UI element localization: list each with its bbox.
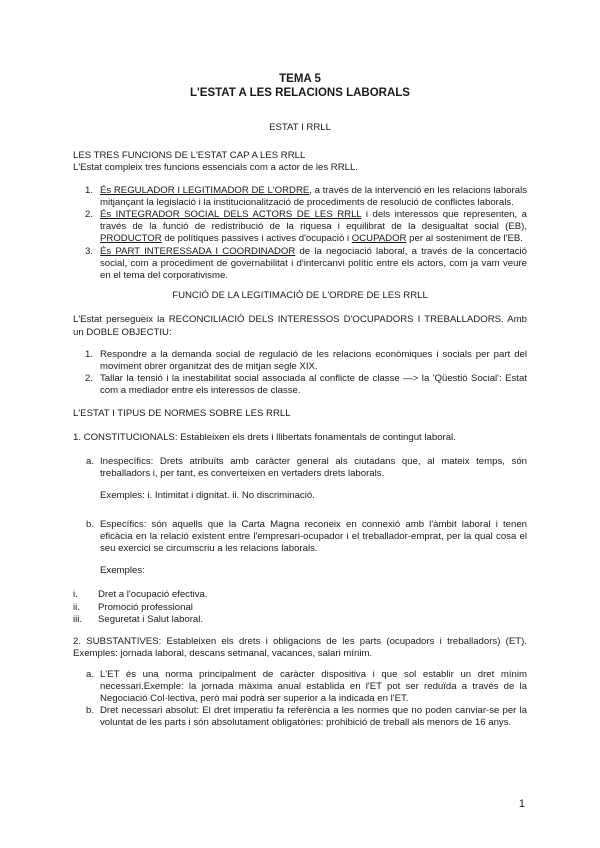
- roman-item-text: Dret a l'ocupació efectiva.: [98, 589, 208, 601]
- substantives-paragraph: 2. SUBSTANTIVES: Estableixen els drets i obligacions de les parts (ocupadors i treballadors) (ET). Exemples: jornada laboral, descans setmanal, vacances, salari mínim.: [73, 636, 527, 660]
- list-marker: 2.: [85, 209, 94, 221]
- list-marker: 1.: [85, 348, 94, 360]
- list-marker: 1.: [85, 184, 94, 196]
- sub-heading-tres-funcions: LES TRES FUNCIONS DE L'ESTAT CAP A LES RRLL: [73, 150, 306, 162]
- funcio-label-part-interessada: És PART INTERESSADA I COORDINADOR: [100, 245, 296, 257]
- funcions-list: [73, 185, 527, 283]
- funcio-text: per al sosteniment de l'EB.: [406, 233, 523, 245]
- especifics-text: Específics: són aquells que la Carta Magna reconeix en connexió amb l'àmbit laboral i tenen eficàcia en la relació existent entre l'empresari-ocupador i el treballador-emprat, per la qual cosa el seu exercici se circumscriu a les relacions laborals.: [100, 518, 527, 555]
- objectiu-text: Tallar la tensió i la inestabilitat social associada al conflicte de classe —> la 'Qüestió Social': Estat com a mediador entre els interessos de classe.: [100, 373, 527, 397]
- list-item: [73, 519, 527, 556]
- list-item: [73, 456, 527, 480]
- roman-list: [73, 589, 527, 626]
- funcio-text: , a través de la intervenció en les relacions laborals mitjançant la legislació i la institucionalització de procediments de resolució de conflictes laborals.: [100, 184, 527, 208]
- list-item: [73, 349, 527, 373]
- especifics-examples: Exemples:: [100, 565, 145, 577]
- list-marker: ii.: [73, 601, 80, 613]
- list-item: [73, 373, 527, 397]
- list-marker: 3.: [85, 245, 94, 257]
- section-heading-estat-rrll: ESTAT I RRLL: [269, 122, 331, 133]
- list-marker: 2.: [85, 373, 94, 385]
- roman-item-text: Promoció professional: [98, 601, 193, 613]
- section-heading-tipus-normes: L'ESTAT I TIPUS DE NORMES SOBRE LES RRLL: [73, 407, 291, 419]
- list-marker: a.: [86, 668, 95, 680]
- substantives-item-text: Dret necessari absolut: El dret imperatiu fa referència a les normes que no poden canviar-se per la voluntat de les parts i són absolutament obligatòries: prohibició de treball als menors de 16 anys.: [100, 705, 527, 729]
- substantives-item-text: L'ET és una norma principalment de caràcter dispositiva i que sol establir un dret mínim necessari.Exemple: la jornada màxima anual establida en l'ET pot ser reduïda a través de la Negociació Col·lectiva, però mai podrà ser superior a la indicada en l'ET.: [100, 668, 527, 704]
- funcio-text: de polítiques passives i actives d'ocupació i: [161, 233, 352, 245]
- intro-tres-funcions: L'Estat compleix tres funcions essencials com a actor de les RRLL.: [73, 162, 358, 174]
- list-item: [73, 246, 527, 283]
- constitucionals-paragraph: 1. CONSTITUCIONALS: Estableixen els drets i llibertats fonamentals de contingut laboral.: [73, 431, 456, 443]
- page-number: 1: [518, 798, 525, 810]
- list-marker: b.: [86, 705, 95, 717]
- funcio-label-regulador: És REGULADOR I LEGITIMADOR DE L'ORDRE: [100, 184, 310, 196]
- productor-label: PRODUCTOR: [100, 233, 162, 245]
- list-item: [73, 705, 527, 729]
- list-item: [73, 185, 527, 209]
- roman-item-text: Seguretat i Salut laboral.: [98, 613, 204, 625]
- doc-title-line1: TEMA 5: [279, 73, 321, 85]
- funcio-label-integrador: És INTEGRADOR SOCIAL DELS ACTORS DE LES RRLL: [100, 209, 362, 221]
- list-item: [73, 589, 527, 601]
- document-page: [73, 72, 527, 730]
- funcio-text: i dels interessos que representen, a través de la funció de redistribució de la riquesa i equilibrat de la desigualtat social (EB),: [100, 209, 527, 233]
- list-marker: i.: [73, 589, 78, 601]
- doc-title-line2: L'ESTAT A LES RELACIONS LABORALS: [190, 87, 410, 99]
- list-marker: a.: [86, 456, 95, 468]
- intro-legitimacio: L'Estat persegueix la RECONCILIACIÓ DELS INTERESSOS D'OCUPADORS I TREBALLADORS. Amb un DOBLE OBJECTIU:: [73, 314, 527, 338]
- list-marker: iii.: [73, 613, 83, 625]
- section-heading-legitimacio: FUNCIÓ DE LA LEGITIMACIÓ DE L'ORDRE DE LES RRLL: [172, 290, 428, 302]
- list-item: [73, 209, 527, 246]
- inespecifics-text: Inespecífics: Drets atribuïts amb caràcter general als ciutadans que, al mateix temps, són treballadors i, per tant, es converteixen en vertaders drets laborals.: [100, 456, 527, 480]
- inespecifics-examples: Exemples: i. Intimitat i dignitat. ii. No discriminació.: [100, 490, 315, 502]
- list-marker: b.: [86, 518, 95, 530]
- objectiu-text: Respondre a la demanda social de regulació de les relacions econòmiques i socials per part del moviment obrer organitzat des de mitjan segle XIX.: [100, 348, 527, 373]
- substantives-list: [73, 669, 527, 730]
- list-item: [73, 602, 527, 614]
- ocupador-label: OCUPADOR: [351, 233, 407, 245]
- funcio-text: de la negociació laboral, a través de la concertació social, com a procediment de governabilitat i d'intercanvi polític entre els actors, com ja vam veure en el tema del corporativisme.: [100, 245, 528, 282]
- list-item: [73, 614, 527, 626]
- list-item: [73, 669, 527, 706]
- objectius-list: [73, 349, 527, 398]
